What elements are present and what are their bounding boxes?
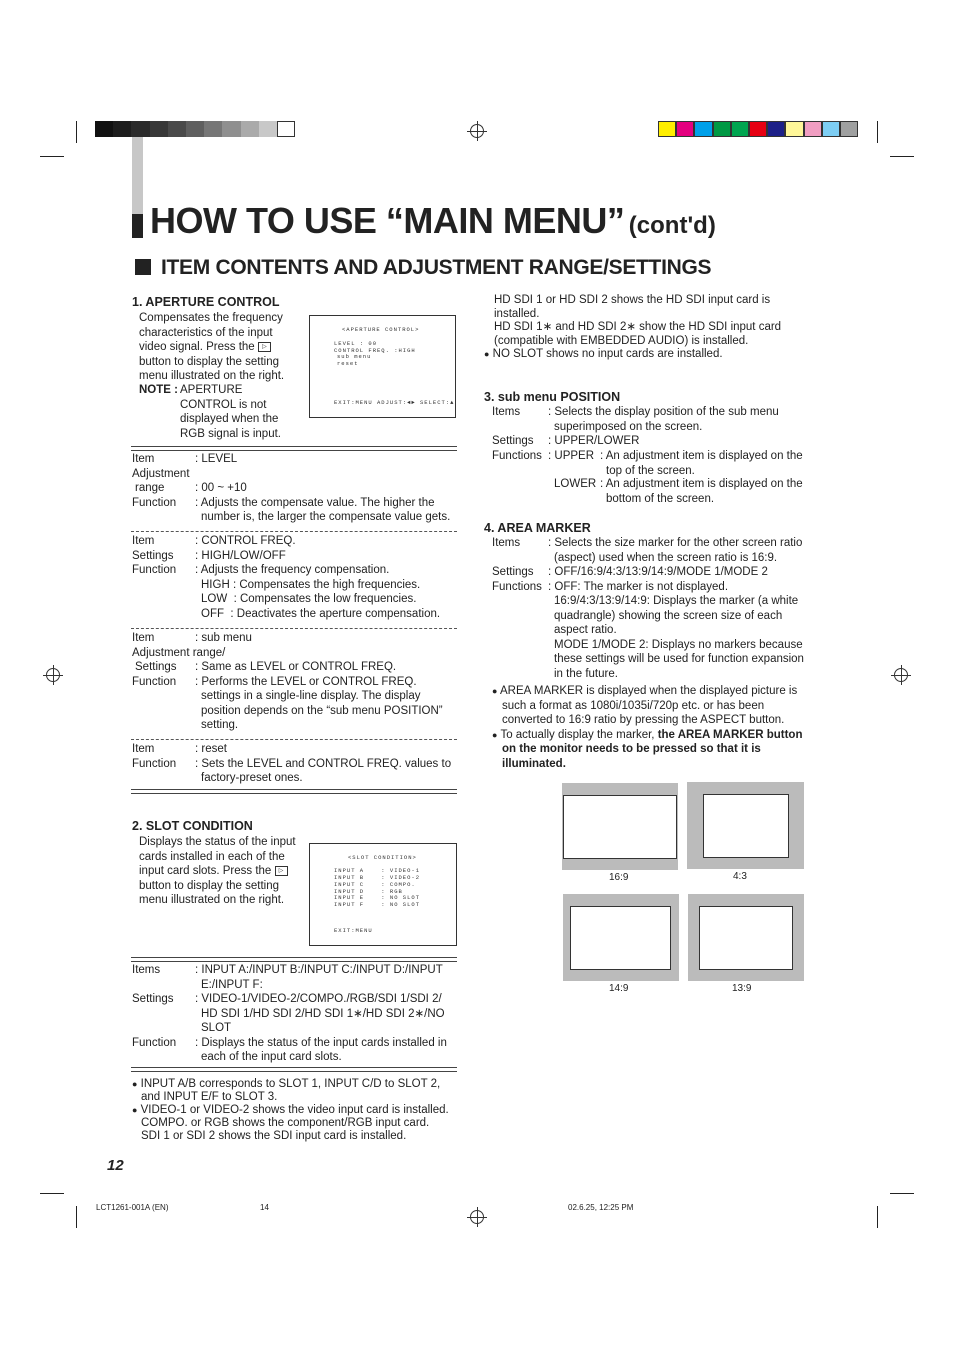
text-line: cards installed in each of the [139,850,285,863]
crop-mark [76,1206,77,1228]
menu-button-icon: ▷ [258,342,271,352]
text-line: Compensates the frequency [139,312,283,324]
crop-mark [40,1193,64,1194]
subtitle-marker [135,259,151,275]
text-line: menu illustrated on the right. [139,370,285,382]
osd-row: LEVEL : 00 [334,340,378,347]
aperture-heading: 1. APERTURE CONTROL [132,295,280,309]
osd-footer: EXIT:MENU ADJUST:◄► SELECT:▲ [334,399,455,406]
color-swatch [822,121,840,137]
area-labels: Items Settings Functions [492,537,542,593]
color-swatch [804,121,822,137]
color-swatch [840,121,858,137]
slot-labels: Items Settings Function [132,964,177,1049]
gray-swatch [168,121,186,137]
gray-swatch [222,121,240,137]
slot-values: : INPUT A:/INPUT B:/INPUT C:/INPUT D:/INPUT E:/INPUT F: : VIDEO-1/VIDEO-2/COMPO./RGB/SDI 1/SDI 2/ HD SDI 1/HD SDI 2/HD SDI 1∗/HD SDI 2∗/NO SLOT : Displays the status of the input cards installed in each of the input card slots. [195,964,447,1063]
text-line: menu illustrated on the right. [139,894,285,906]
text-line: button to display the setting [139,879,280,892]
footer-date: 02.6.25, 12:25 PM [568,1203,634,1212]
page-title-main: HOW TO USE “MAIN MENU” [150,200,625,241]
aperture-note: NOTE : [139,384,178,396]
text-line: video signal. Press the ▷ [139,340,284,355]
page-subtitle: ITEM CONTENTS AND ADJUSTMENT RANGE/SETTINGS [161,256,712,279]
reset-labels: Item Function [132,743,177,770]
ratio-14-9-label: 14:9 [609,983,629,994]
color-swatch [676,121,694,137]
level-values: : LEVEL : 00 ~ +10 : Adjusts the compensate value. The higher the number is, the larger the compensate value gets. [195,453,451,523]
ratio-14-9-marker [570,906,671,970]
color-swatch [749,121,767,137]
slot-osd [309,843,457,946]
text-line: characteristics of the input [139,326,273,339]
color-swatch [658,121,676,137]
osd-title: <APERTURE CONTROL> [342,326,420,333]
slot-bullet-noslot: ● NO SLOT shows no input cards are installed. [484,348,723,360]
position-values: : Selects the display position of the sub menu superimposed on the screen. : UPPER/LOWER : UPPER [548,406,779,462]
osd-row: INPUT C : COMPO. [334,881,416,888]
ratio-13-9-label: 13:9 [732,983,752,994]
footer-sheet: 14 [260,1203,269,1212]
sub-values: : sub menu : Same as LEVEL or CONTROL FREQ. : Performs the LEVEL or CONTROL FREQ. settings in a single-line display. The display position depends on the “sub menu POSITION” setting. [195,632,443,731]
color-swatch [785,121,803,137]
position-lower-label: LOWER [554,478,597,490]
area-heading: 4. AREA MARKER [484,521,591,535]
color-swatch [694,121,712,137]
ratio-4-3-label: 4:3 [733,871,747,882]
gray-swatch [277,121,295,137]
position-heading: 3. sub menu POSITION [484,390,621,404]
page-title-suffix: (cont'd) [628,212,716,239]
text-line: RGB signal is input. [180,427,281,440]
osd-title: <SLOT CONDITION> [348,854,417,861]
ratio-16-9-screen [562,783,678,870]
aperture-osd [309,315,456,418]
osd-row: INPUT D : RGB [334,888,403,895]
color-swatch [713,121,731,137]
text-line: input card slots. Press the ▷ [139,864,296,879]
gray-swatch [131,121,149,137]
slot-cont: HD SDI 1 or HD SDI 2 shows the HD SDI input card is installed. HD SDI 1∗ and HD SDI 2∗ show the HD SDI input card (compatible with EMBEDDED AUDIO) is installed. [494,294,782,347]
osd-row: INPUT E : NO SLOT [334,894,421,901]
divider-dashed [131,628,457,629]
page-number: 12 [107,1157,124,1174]
text-line: displayed when the [180,413,279,425]
osd-row: INPUT F : NO SLOT [334,901,421,908]
crop-mark [877,1206,878,1228]
slot-intro [139,835,296,908]
osd-footer: EXIT:MENU [334,927,373,934]
ratio-16-9-label: 16:9 [609,872,629,883]
position-lower: : An adjustment item is displayed on the bottom of the screen. [600,478,803,505]
color-swatch [731,121,749,137]
color-swatch [767,121,785,137]
divider-dashed [131,739,457,740]
position-upper: : An adjustment item is displayed on the top of the screen. [600,450,803,477]
osd-row: INPUT A : VIDEO-1 [334,867,421,874]
position-labels: Items Settings Functions [492,406,542,462]
ratio-16-9-marker [563,795,677,859]
text-line: Displays the status of the input [139,836,296,848]
text-line: CONTROL is not [180,398,267,411]
divider [131,446,457,451]
divider-dashed [131,531,457,532]
osd-row: INPUT B : VIDEO-2 [334,874,421,881]
ratio-13-9-marker [699,906,793,970]
gray-swatch [204,121,222,137]
level-labels: Item Adjustment range Function [132,453,190,509]
osd-row: sub menu [337,353,372,360]
area-values: : Selects the size marker for the other screen ratio (aspect) used when the screen ratio is 16:9. : OFF/16:9/4:3/13:9/14:9/MODE 1/MODE 2 : OFF: The marker is not displayed. 16:9/4:3/13:9/14:9: Displays the marker (a white quadrangle) showing the screen size of each aspect ratio. MODE 1/MODE 2: Displays no markers because these settings will be used for function expansion in the future. [548,537,804,680]
gray-swatch [186,121,204,137]
area-bullets: ● AREA MARKER is displayed when the displayed picture is such a format as 1080i/1035i/720p etc. or has been converted to 16:9 ratio by pressing the ASPECT button. ● To actually display the marker, the AREA MARKER button on the monitor needs to be pressed so that it is illuminated. [492,685,803,770]
divider [131,1067,457,1072]
ratio-4-3-screen [687,782,804,869]
freq-labels: Item Settings Function [132,535,177,576]
crop-mark [890,1193,914,1194]
slot-bullets: ● INPUT A/B corresponds to SLOT 1, INPUT C/D to SLOT 2, and INPUT E/F to SLOT 3. ● VIDEO-1 or VIDEO-2 shows the video input card is installed. COMPO. or RGB shows the component/RGB input card. SDI 1 or SDI 2 shows the SDI input card is installed. [132,1078,449,1142]
gray-swatch [150,121,168,137]
crop-mark [76,121,77,143]
footer-code: LCT1261-001A (EN) [96,1203,169,1212]
divider [131,789,457,794]
ratio-13-9-screen [688,894,804,981]
aperture-note-text [180,383,281,441]
gray-swatch [241,121,259,137]
registration-mark-icon [470,1210,484,1224]
title-marker [132,214,143,238]
page-title [150,200,716,242]
gray-swatch [95,121,113,137]
crop-mark [890,156,914,157]
gray-swatch [113,121,131,137]
menu-button-icon: ▷ [275,866,288,876]
registration-mark-icon [894,668,908,682]
crop-mark [40,156,64,157]
gray-swatch [259,121,277,137]
registration-mark-icon [46,668,60,682]
freq-values: : CONTROL FREQ. : HIGH/LOW/OFF : Adjusts the frequency compensation. HIGH : Compensates the high frequencies. LOW : Compensates the low frequencies. OFF : Deactivates the aperture compensation. [195,535,441,620]
text-line: APERTURE [180,384,243,396]
ratio-4-3-marker [703,794,789,858]
osd-row: reset [337,360,359,367]
crop-mark [877,121,878,143]
osd-row: CONTROL FREQ. :HIGH [334,347,416,354]
divider [131,957,457,962]
ratio-14-9-screen [563,894,679,981]
registration-mark-icon [470,124,484,138]
slot-heading: 2. SLOT CONDITION [132,819,253,833]
sub-labels: Item Adjustment range/ Settings Function [132,632,226,688]
aperture-intro [139,311,284,384]
reset-values: : reset : Sets the LEVEL and CONTROL FREQ. values to factory-preset ones. [195,743,452,784]
text-line: button to display the setting [139,355,280,368]
